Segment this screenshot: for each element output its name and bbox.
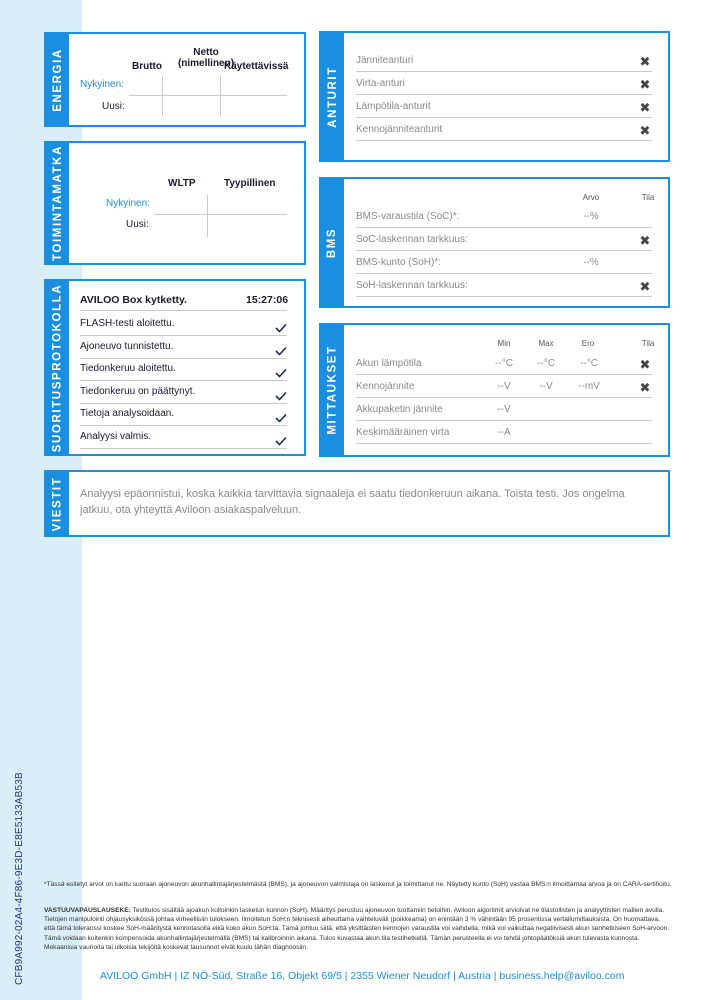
col-tila: Tila — [641, 339, 655, 348]
measurement-min: --V — [497, 381, 511, 392]
divider — [80, 425, 287, 426]
check-icon — [275, 343, 287, 353]
protocol-step: Tiedonkeruu aloitettu. — [80, 363, 176, 374]
energia-panel — [44, 32, 306, 127]
document-id: CFB9A992-02A4-4F86-9E3D-E8E5133AB53B — [14, 772, 25, 985]
check-icon — [275, 388, 287, 398]
disclaimer-text: Testitulos sisältää ajoakun kulloinkin lasketun kunnon (SoH). Määritys perustuu ajoneuvon tuottamiin tietoihin. Aviloon algoritmit arvioivat ne tilastollisten ja analyyttisten mallien avulla. Tietojen manipulointi ohjausyksikössä johtaa virheellisiin tulokseen. Ilmoitetun SoH:n teknisesti aiheuttama vaihteluväli (poikkeama) on enintään 3 % vähintään 95 prosentissa vertailumittauksista. On huomattava, että tämä toleranssi koskee SoH-määritystä kennotasolla eikä koko akun SoH:ta. Tämä johtuu siitä, että yksittäisten kennojen varaustila voi vaihdella, mikä voi vaikuttaa negatiivisesti akun senhetkiseen SoH-arvoon. Tämä voidaan kuitenkin kompensoida akunhallintajärjestelmällä (BMS) tai kalibroinnin aikana. Tulos kuvastaa akun tila testihetkellä. Tämän perusteella ei voi tehdä johtopäätöksiä akun tulevasta kunnosta. Mekaanisia vaurioita tai ulkoisia tekijöitä koskevat lausunnot eivät kuulu tähän diagnoosiin. — [44, 907, 670, 951]
protocol-step: Tiedonkeruu on päättynyt. — [80, 385, 196, 397]
divider — [356, 397, 652, 398]
protocol-step: Tietoja analysoidaan. — [80, 408, 175, 419]
col-tyypillinen: Tyypillinen — [224, 178, 276, 189]
divider — [129, 95, 287, 96]
bms-row-label: SoH-laskennan tarkkuus: — [356, 280, 468, 291]
measurement-ero: --mV — [578, 381, 600, 392]
check-icon — [275, 410, 287, 420]
bms-label: BMS — [321, 179, 344, 306]
protocol-step: Ajoneuvo tunnistettu. — [80, 340, 174, 352]
energia-label: ENERGIA — [46, 34, 69, 125]
mittaukset-panel — [319, 323, 670, 457]
divider — [356, 117, 652, 118]
bms-panel — [319, 177, 670, 308]
toimintamatka-panel — [44, 141, 306, 265]
divider — [356, 71, 652, 72]
row-uusi: Uusi: — [102, 101, 125, 112]
protocol-header: AVILOO Box kytketty. — [80, 294, 187, 306]
divider — [80, 380, 287, 381]
protocol-time: 15:27:06 — [246, 294, 289, 306]
disclaimer-title: VASTUUVAPAUSLAUSEKE: — [44, 907, 131, 914]
x-icon: ✖ — [639, 54, 651, 69]
divider — [80, 448, 287, 449]
divider — [356, 94, 652, 95]
footnote-bms: *Tässä esitetyt arvot on luettu suoraan ajoneuvon akunhallintajärjestelmästä (BMS), ja ajoneuvon valmistaja on laskenut ja toimittanut ne. Näytetty kunto (SoH) vastaa BMS:n ilmoittamaa arvoa ja on CARA-sertifioitu. — [44, 881, 672, 888]
divider — [356, 227, 652, 228]
x-icon: ✖ — [639, 357, 651, 372]
measurement-label: Akun lämpötila — [356, 358, 422, 369]
x-icon: ✖ — [639, 77, 651, 92]
sensor-label: Lämpötila-anturit — [356, 101, 431, 112]
sensor-label: Jänniteanturi — [356, 55, 414, 66]
measurement-ero: --°C — [580, 358, 598, 369]
divider — [207, 195, 208, 237]
sensor-label: Virta-anturi — [356, 78, 405, 89]
divider — [356, 443, 652, 444]
protocol-step: FLASH-testi aloitettu. — [80, 318, 175, 329]
col-tila: Tila — [641, 193, 655, 202]
row-nykyinen: Nykyinen: — [80, 79, 124, 90]
col-arvo: Arvo — [582, 193, 600, 202]
bms-row-label: SoC-laskennan tarkkuus: — [356, 234, 468, 245]
x-icon: ✖ — [639, 123, 651, 138]
sensor-label: Kennojänniteanturit — [356, 124, 443, 135]
divider — [80, 335, 287, 336]
disclaimer — [44, 906, 672, 952]
anturit-label: ANTURIT — [321, 33, 344, 160]
viestit-label: VIESTIT — [46, 472, 69, 535]
measurement-label: Akkupaketin jännite — [356, 404, 443, 415]
x-icon: ✖ — [639, 233, 651, 248]
check-icon — [275, 320, 287, 330]
measurement-label: Keskimääräinen virta — [356, 427, 450, 438]
divider — [220, 76, 221, 116]
divider — [356, 250, 652, 251]
divider — [80, 310, 287, 311]
divider — [356, 296, 652, 297]
measurement-min: --V — [497, 404, 511, 415]
measurement-max: --V — [539, 381, 553, 392]
check-icon — [275, 433, 287, 443]
x-icon: ✖ — [639, 100, 651, 115]
col-kaytettavissa: Käytettävissä — [224, 61, 289, 72]
bms-row-value: --% — [583, 211, 599, 222]
footer-address: AVILOO GmbH | IZ NÖ-Süd, Straße 16, Objekt 69/5 | 2355 Wiener Neudorf | Austria | business.help@aviloo.com — [100, 970, 625, 982]
x-icon: ✖ — [639, 380, 651, 395]
col-brutto: Brutto — [132, 61, 162, 72]
row-uusi: Uusi: — [126, 219, 149, 230]
mittaukset-label: MITTAUKSET — [321, 325, 344, 455]
protocol-step: Analyysi valmis. — [80, 430, 152, 442]
col-min: Min — [497, 339, 511, 348]
divider — [154, 214, 287, 215]
measurement-min: --A — [497, 427, 511, 438]
col-netto: Netto (nimellinen) — [177, 47, 235, 69]
col-max: Max — [538, 339, 554, 348]
col-wltp: WLTP — [168, 178, 196, 189]
bms-row-label: BMS-varaustila (SoC)*: — [356, 211, 460, 222]
message-text: Analyysi epäonnistui, koska kaikkia tarvittavia signaaleja ei saatu tiedonkeruun aikana. Toista testi. Jos ongelma jatkuu, ota yhteyttä Aviloon asiakaspalveluun. — [80, 488, 625, 516]
suoritusprotokolla-label: SUORITUSPROTOKOLLA — [46, 281, 69, 454]
bms-row-value: --% — [583, 257, 599, 268]
bms-row-label: BMS-kunto (SoH)*: — [356, 257, 442, 268]
divider — [80, 403, 287, 404]
divider — [80, 358, 287, 359]
divider — [356, 273, 652, 274]
measurement-label: Kennojännite — [356, 381, 415, 392]
check-icon — [275, 365, 287, 375]
measurement-max: --°C — [537, 358, 555, 369]
divider — [356, 374, 652, 375]
measurement-min: --°C — [495, 358, 513, 369]
col-ero: Ero — [581, 339, 595, 348]
suoritusprotokolla-panel — [44, 279, 306, 456]
divider — [162, 76, 163, 116]
toimintamatka-label: TOIMINTAMATKA — [46, 143, 69, 263]
divider — [356, 140, 652, 141]
row-nykyinen: Nykyinen: — [106, 198, 150, 209]
x-icon: ✖ — [639, 279, 651, 294]
divider — [356, 420, 652, 421]
anturit-panel — [319, 31, 670, 162]
